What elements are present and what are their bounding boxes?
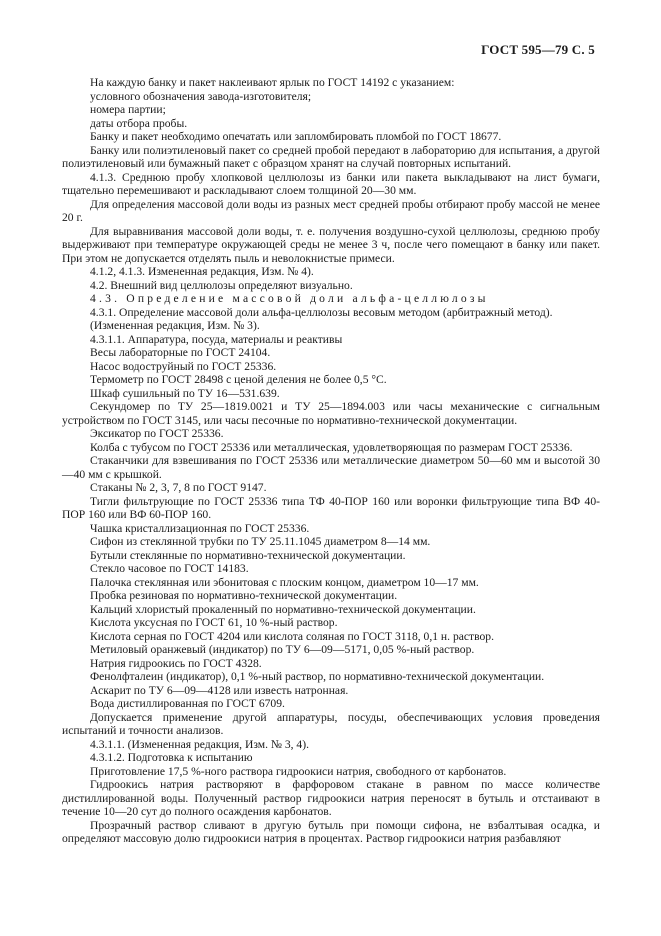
paragraph: Кальций хлористый прокаленный по нормативно-технической документации.	[90, 602, 476, 616]
paragraph: даты отбора пробы.	[90, 116, 188, 130]
page-header: ГОСТ 595—79 С. 5	[481, 42, 595, 57]
paragraph: Бутыли стеклянные по нормативно-технической документации.	[90, 548, 406, 562]
paragraph: Кислота серная по ГОСТ 4204 или кислота соляная по ГОСТ 3118, 0,1 н. раствор.	[90, 629, 494, 643]
paragraph: Банку или полиэтиленовый пакет со средней пробой передают в лабораторию для испытания, а другой полиэтиленовый или бумажный пакет с образцом хранят на случай повторных испытаний.	[62, 143, 600, 170]
paragraph: Колба с тубусом по ГОСТ 25336 или металлическая, удовлетворяющая по размерам ГОСТ 25336.	[90, 440, 573, 454]
paragraph: 4.3.1.2. Подготовка к испытанию	[90, 751, 253, 764]
paragraph: Термометр по ГОСТ 28498 с ценой деления не более 0,5 °С.	[90, 373, 387, 386]
paragraph: 4.3.1.1. (Измененная редакция, Изм. № 3, 4).	[90, 737, 309, 751]
paragraph: условного обозначения завода-изготовителя;	[90, 89, 312, 103]
paragraph: Стаканчики для взвешивания по ГОСТ 25336 или металлические диаметром 50—60 мм и высотой 30—40 мм с крышкой.	[62, 454, 600, 481]
paragraph: 4.1.3. Среднюю пробу хлопковой целлюлозы из банки или пакета выкладывают на лист бумаги, тщательно перемешивают и раскладывают слоем толщиной 20—30 мм.	[62, 170, 600, 197]
document-body	[62, 76, 600, 846]
paragraph: Натрия гидроокись по ГОСТ 4328.	[90, 656, 262, 670]
paragraph: Аскарит по ТУ 6—09—4128 или известь натронная.	[90, 683, 349, 697]
paragraph: Чашка кристаллизационная по ГОСТ 25336.	[90, 521, 310, 535]
paragraph: 4.3.1.1. Аппаратура, посуда, материалы и реактивы	[90, 332, 343, 346]
paragraph: Палочка стеклянная или эбонитовая с плоским концом, диаметром 10—17 мм.	[90, 575, 479, 589]
paragraph: Прозрачный раствор сливают в другую бутыль при помощи сифона, не взбалтывая осадка, и определяют массовую долю гидроокиси натрия в процентах. Раствор гидроокиси натрия разбавляют	[62, 818, 600, 845]
paragraph: Секундомер по ТУ 25—1819.0021 и ТУ 25—1894.003 или часы механические с сигнальным устройством по ГОСТ 3145, или часы песочные по нормативно-технической документации.	[62, 400, 600, 427]
paragraph: Весы лабораторные по ГОСТ 24104.	[90, 346, 271, 359]
paragraph: Для определения массовой доли воды из разных мест средней пробы отбирают пробу массой не менее 20 г.	[62, 197, 600, 224]
paragraph: (Измененная редакция, Изм. № 3).	[90, 319, 260, 332]
paragraph: Банку и пакет необходимо опечатать или запломбировать пломбой по ГОСТ 18677.	[90, 130, 502, 143]
paragraph: 4.1.2, 4.1.3. Измененная редакция, Изм. № 4).	[90, 265, 314, 278]
paragraph: номера партии;	[90, 103, 166, 116]
paragraph: Для выравнивания массовой доли воды, т. е. получения воздушно-сухой целлюлозы, среднюю пробу выдерживают при температуре окружающей среды не менее 3 ч, после чего помещают в банку или пакет. При этом не допускается отделять пыль и неволокнистые примеси.	[62, 224, 600, 265]
paragraph: Эксикатор по ГОСТ 25336.	[90, 427, 224, 440]
paragraph: Кислота уксусная по ГОСТ 61, 10 %-ный раствор.	[90, 616, 338, 629]
paragraph: Фенолфталеин (индикатор), 0,1 %-ный раствор, по нормативно-технической документации.	[90, 670, 545, 683]
paragraph: 4.3.1. Определение массовой доли альфа-целлюлозы весовым методом (арбитражный метод).	[90, 305, 553, 319]
paragraph: Сифон из стеклянной трубки по ТУ 25.11.1045 диаметром 8—14 мм.	[90, 535, 431, 548]
paragraph: На каждую банку и пакет наклеивают ярлык по ГОСТ 14192 с указанием:	[90, 76, 455, 89]
paragraph: Стаканы № 2, 3, 7, 8 по ГОСТ 9147.	[90, 481, 267, 494]
paragraph: Вода дистиллированная по ГОСТ 6709.	[90, 697, 285, 710]
paragraph: Тигли фильтрующие по ГОСТ 25336 типа ТФ 40-ПОР 160 или воронки фильтрующие типа ВФ 40-ПОР 160 или ВФ 60-ПОР 160.	[62, 494, 600, 521]
paragraph: Насос водоструйный по ГОСТ 25336.	[90, 359, 277, 373]
paragraph: Метиловый оранжевый (индикатор) по ТУ 6—09—5171, 0,05 %-ный раствор.	[90, 643, 475, 656]
paragraph: Шкаф сушильный по ТУ 16—531.639.	[90, 386, 280, 400]
paragraph: Пробка резиновая по нормативно-технической документации.	[90, 589, 398, 602]
section-heading: 4.3. Определение массовой доли альфа-целлюлозы	[90, 292, 489, 305]
paragraph: Гидроокись натрия растворяют в фарфоровом стакане в равном по массе количестве дистиллированной воды. Полученный раствор гидроокиси натрия переносят в бутыль и отстаивают в течение 10—20 сут до полного осаждения карбонатов.	[62, 778, 600, 818]
paragraph: Стекло часовое по ГОСТ 14183.	[90, 562, 249, 575]
paragraph: 4.2. Внешний вид целлюлозы определяют визуально.	[90, 278, 353, 292]
paragraph: Допускается применение другой аппаратуры, посуды, обеспечивающих условия проведения испытаний и точности анализов.	[62, 710, 600, 737]
paragraph: Приготовление 17,5 %-ного раствора гидроокиси натрия, свободного от карбонатов.	[90, 764, 507, 778]
